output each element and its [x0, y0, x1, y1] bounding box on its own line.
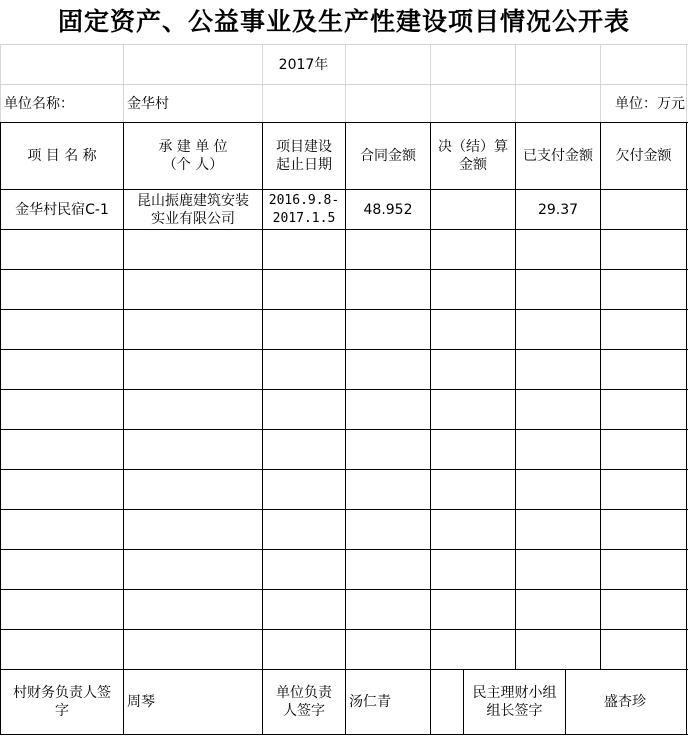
row-paid-amount: 29.37 [537, 201, 579, 218]
unit-name-label: 单位名称： [4, 95, 74, 112]
table-border [0, 309, 688, 310]
democratic-signature-label: 民主理财小组 组长签字 [472, 685, 557, 719]
table-border [0, 229, 688, 230]
table-border [0, 269, 688, 270]
table-border [0, 429, 688, 430]
header-settlement-amount: 决（结）算 金额 [438, 139, 508, 173]
gridline [515, 44, 516, 122]
table-border [0, 629, 688, 630]
gridline [345, 44, 346, 122]
gridline [430, 44, 431, 122]
row-project-name: 金华村民宿C-1 [15, 201, 109, 218]
finance-signature-name: 周琴 [127, 694, 155, 710]
table-border [0, 509, 688, 510]
header-contractor: 承 建 单 位 （个 人） [158, 139, 228, 173]
table-border [0, 349, 688, 350]
row-contract-amount: 48.952 [363, 201, 413, 218]
table-border [0, 389, 688, 390]
table-border [686, 122, 687, 735]
row-contractor: 昆山振鹿建筑安装 实业有限公司 [137, 192, 249, 227]
unit-head-signature-name: 汤仁青 [349, 694, 391, 710]
header-paid-amount: 已支付金额 [523, 148, 593, 164]
table-border [0, 549, 688, 550]
finance-signature-label: 村财务负责人签 字 [13, 685, 111, 719]
row-owed-amount [601, 190, 686, 229]
row-settlement-amount [431, 190, 515, 229]
table-border [0, 589, 688, 590]
header-contract-amount: 合同金额 [360, 148, 416, 164]
year-cell: 2017年 [278, 56, 329, 73]
table-border [0, 469, 688, 470]
header-owed-amount: 欠付金额 [615, 148, 672, 164]
header-project-name: 项 目 名 称 [27, 148, 97, 164]
democratic-signature-name: 盛杏珍 [604, 694, 646, 710]
unit-name-value: 金华村 [127, 95, 169, 112]
page-title: 固定资产、公益事业及生产性建设项目情况公开表 [57, 7, 630, 36]
unit-head-signature-label: 单位负责 人签字 [276, 685, 332, 719]
table-border [0, 734, 688, 735]
table-border [565, 669, 566, 735]
header-dates: 项目建设 起止日期 [276, 139, 332, 173]
unit-measure: 单位：万元 [615, 95, 685, 112]
row-dates: 2016.9.8- 2017.1.5 [268, 192, 340, 226]
